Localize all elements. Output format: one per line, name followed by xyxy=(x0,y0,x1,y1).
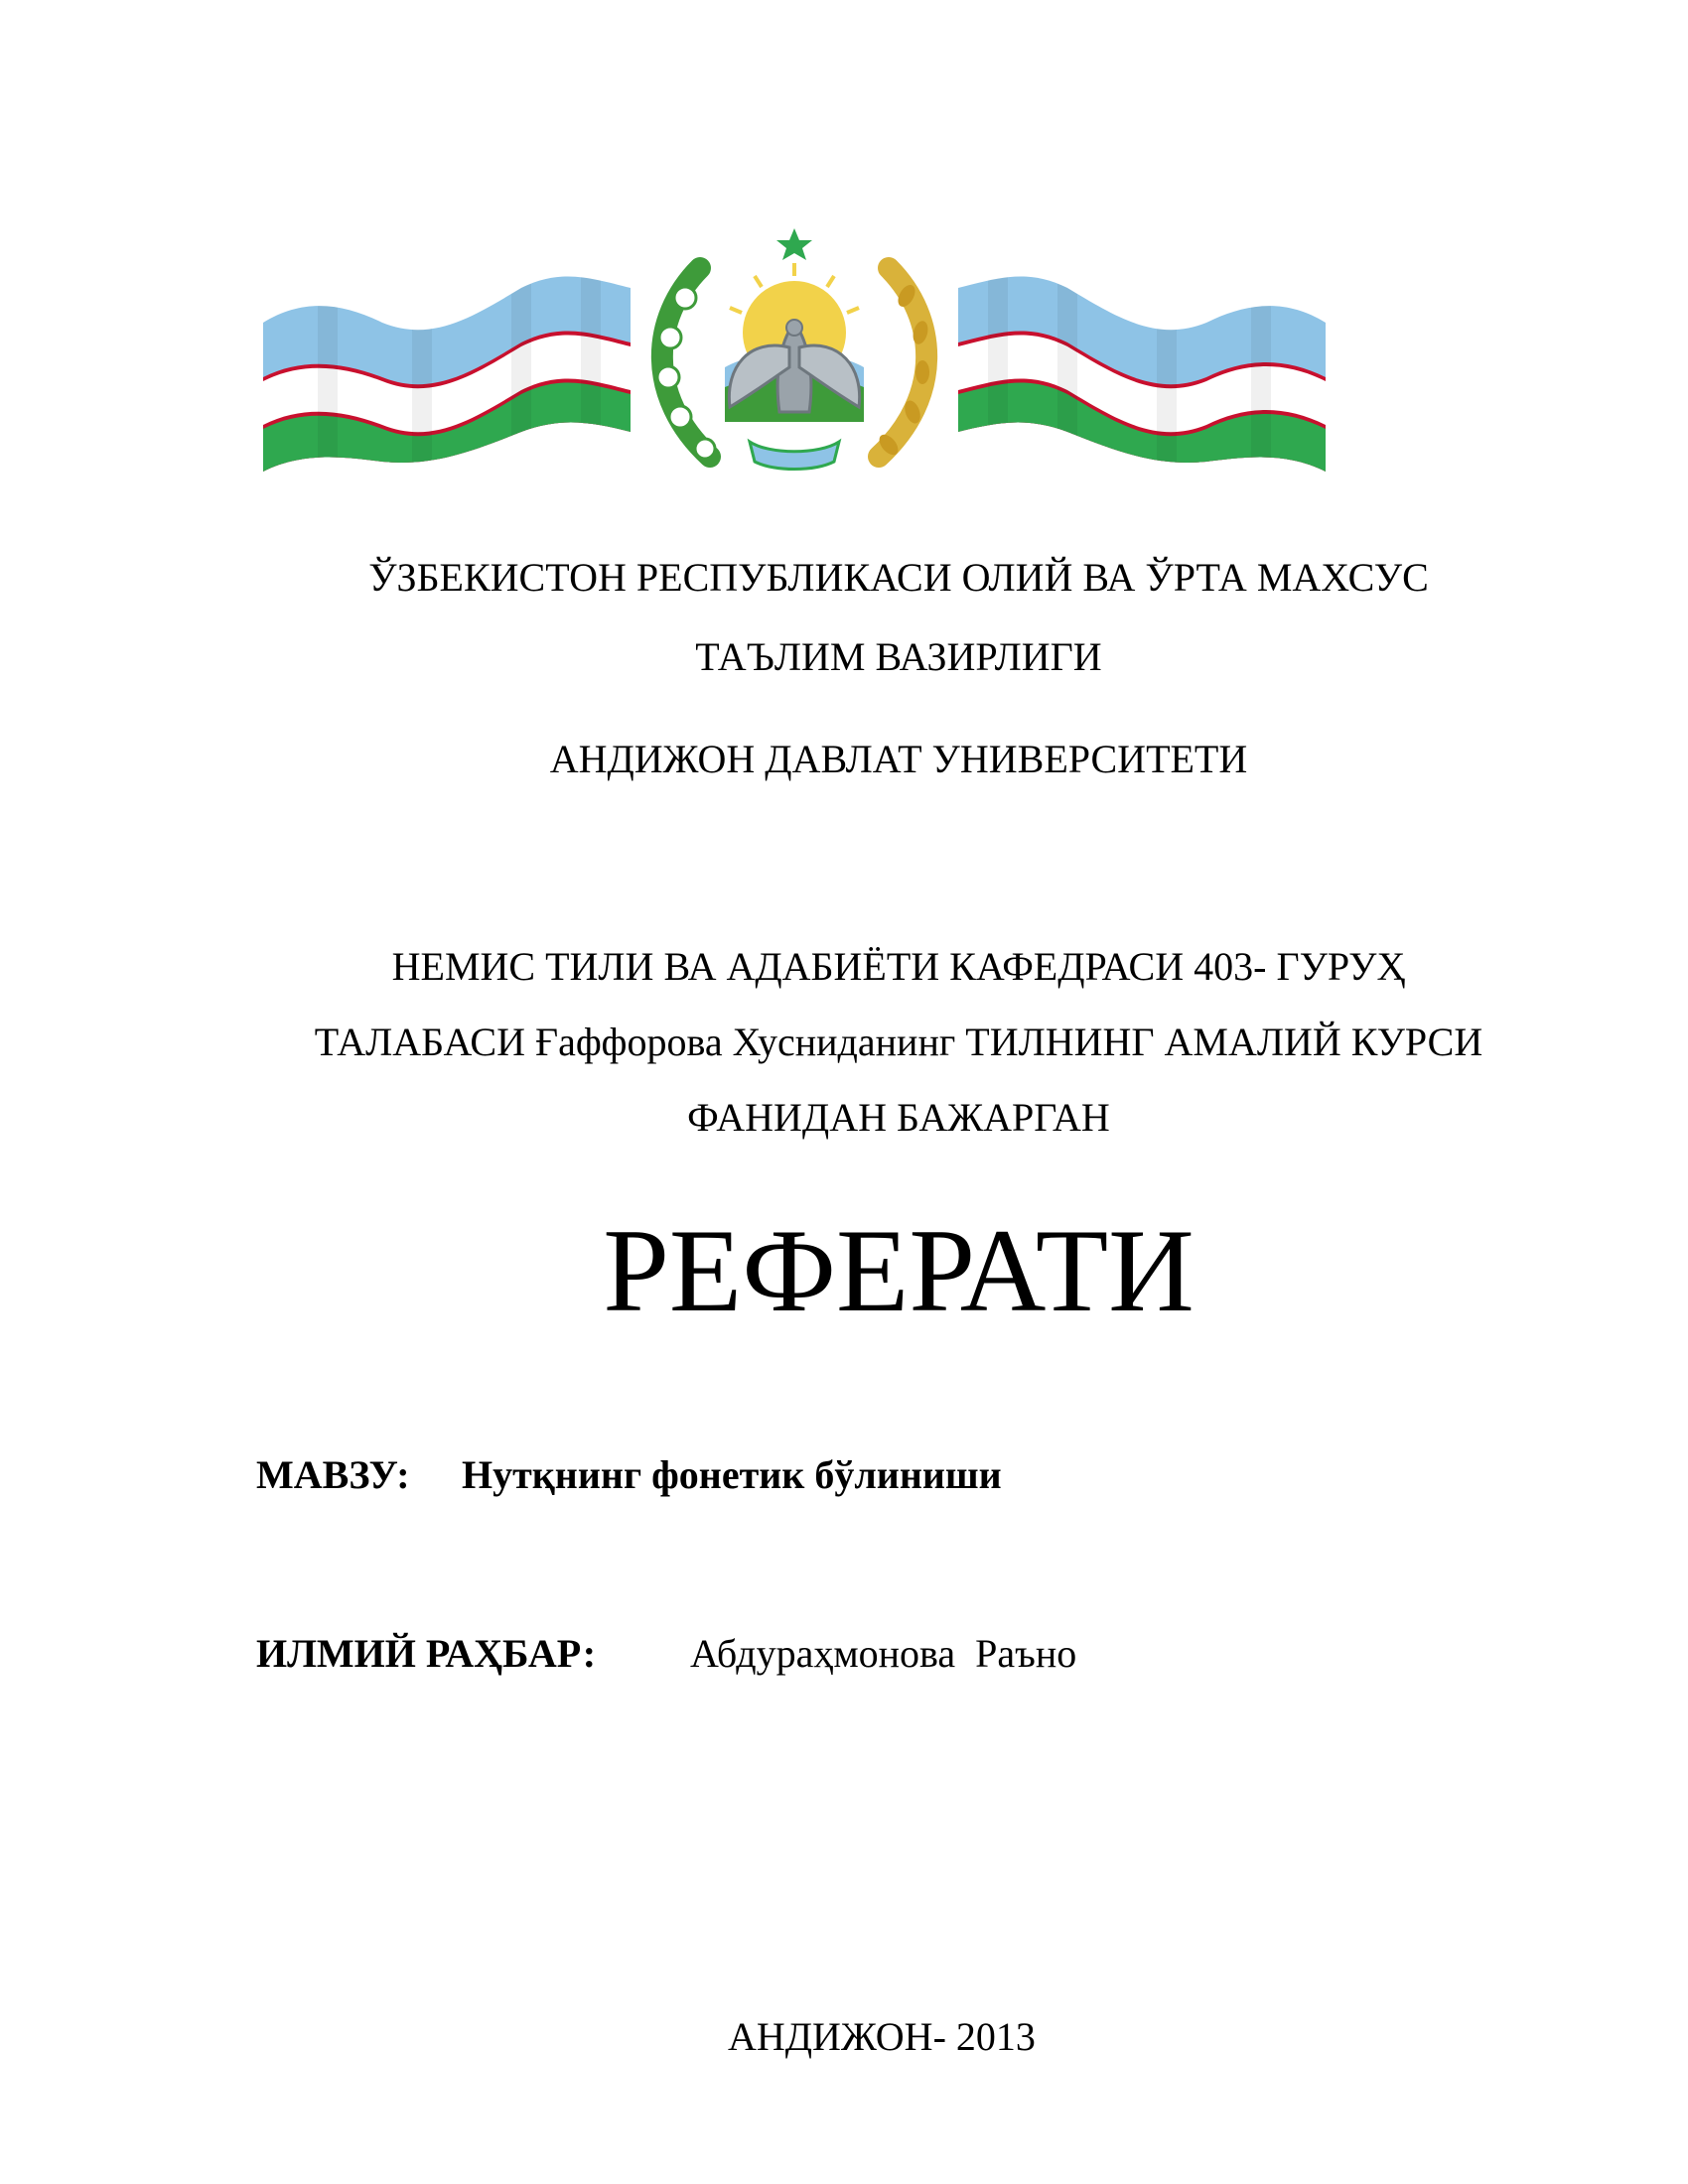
ministry-name-line-2: ТАЪЛИМ ВАЗИРЛИГИ xyxy=(695,634,1102,679)
topic-label: МАВЗУ: xyxy=(256,1452,410,1497)
advisor-name: Абдураҳмонова Раъно xyxy=(690,1631,1077,1676)
state-emblem-banner xyxy=(263,228,1326,477)
right-flag-ribbon xyxy=(958,228,1326,477)
department-line-3: ФАНИДАН БАЖАРГАН xyxy=(687,1095,1110,1140)
ministry-name-line-1: ЎЗБЕКИСТОН РЕСПУБЛИКАСИ ОЛИЙ ВА ЎРТА МАХСУС xyxy=(368,555,1429,600)
university-name: АНДИЖОН ДАВЛАТ УНИВЕРСИТЕТИ xyxy=(549,737,1248,781)
document-title: РЕФЕРАТИ xyxy=(603,1204,1195,1336)
advisor-row xyxy=(256,1630,1076,1678)
department-line-2: ТАЛАБАСИ Ғаффорова Хусниданинг ТИЛНИНГ АМАЛИЙ КУРСИ xyxy=(314,1020,1483,1064)
advisor-label: ИЛМИЙ РАҲБАР: xyxy=(256,1631,597,1676)
topic-row xyxy=(256,1451,1002,1499)
department-line-1: НЕМИС ТИЛИ ВА АДАБИЁТИ КАФЕДРАСИ 403- ГУРУҲ xyxy=(391,944,1406,989)
left-flag-ribbon xyxy=(263,228,631,477)
topic-value: Нутқнинг фонетик бўлиниши xyxy=(462,1452,1002,1497)
coat-of-arms-icon xyxy=(657,228,930,470)
city-year: АНДИЖОН- 2013 xyxy=(728,2014,1036,2059)
